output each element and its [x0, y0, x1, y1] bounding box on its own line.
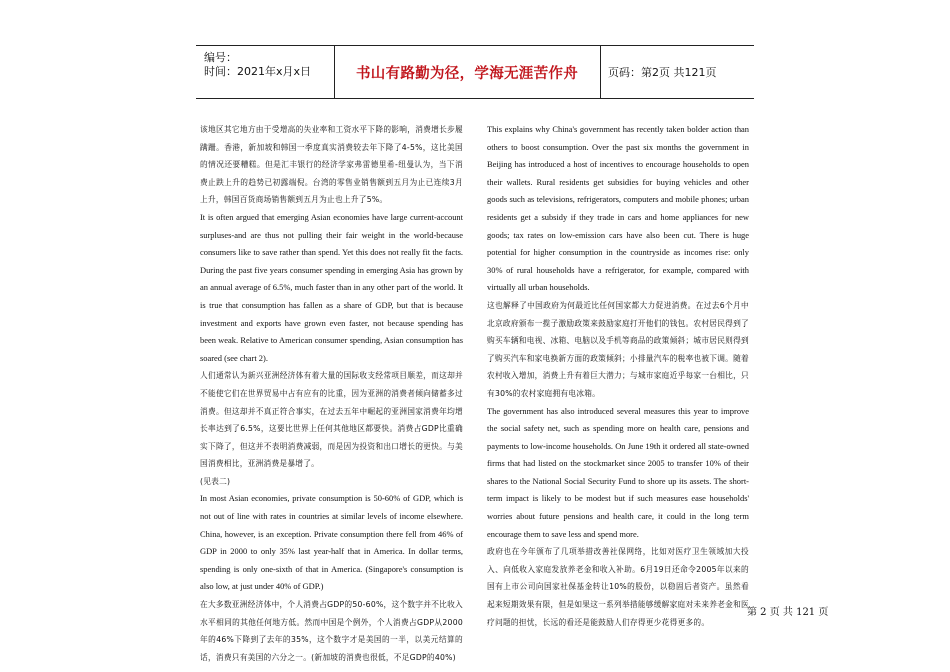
paragraph: 在大多数亚洲经济体中，个人消费占GDP的50-60%，这个数字并不比收入水平相同的其他任何地方低。然而中国是个例外，个人消费占GDP从2000年的46%下降到了去年的35%，这个数字才是美国的一半，以美元结算的话，消费只有美国的六分之一。(新加坡的消费也很低，不足GDP的40%)	[200, 600, 463, 662]
page-header	[196, 45, 754, 99]
paragraph: 这也解释了中国政府为何最近比任何国家都大力促进消费。在过去6个月中北京政府颁布一揽子激励政策来鼓励家庭打开他们的钱包。农村居民得到了购买车辆和电视、冰箱、电脑以及手机等商品的政策倾斜；城市居民则得到了购买汽车和家电换新方面的政策倾斜；小排量汽车的税率也被下调。随着农村收入增加，消费上升有着巨大潜力；与城市家庭近乎每家一台相比，只有30%的农村家庭拥有电冰箱。	[487, 300, 749, 398]
document-time-label: 时间：2021年x月x日	[204, 65, 312, 78]
paragraph: This explains why China's government has recently taken bolder action than others to boost consumption. Over the past six months the government in Beijing has introduced a host of incentives to encourage households to open their wallets. Rural residents get subsidies for buying vehicles and other goods such as televisions, refrigerators, computers and mobile phones; urban residents get a subsidy if they trade in cars and home appliances for new goods; tax rates on low-emission cars have also been cut. There is huge potential for higher consumption in the countryside as incomes rise: only 30% of rural households have a refrigerator, for example, compared with virtually all urban households.	[487, 124, 749, 293]
page-footer: 第 2 页 共 121 页	[747, 607, 829, 618]
right-text-column	[487, 121, 749, 631]
paragraph: 人们通常认为新兴亚洲经济体有着大量的国际收支经常项目顺差，而这却并不能使它们在世界贸易中占有应有的比重，因为亚洲的消费者倾向储蓄多过消费。但这却并不真正符合事实，在过去五年中崛起的亚洲国家消费年均增长率达到了6.5%，这要比世界上任何其他地区都要快。消费占GDP比重确实下降了，但这并不表明消费减弱，而是因为投资和出口增长的更快。与美国消费相比，亚洲消费是暴增了。	[200, 371, 463, 469]
document-number-label: 编号：	[204, 51, 237, 64]
paragraph: 该地区其它地方由于受增高的失业率和工资水平下降的影响，消费增长步履蹒跚。香港，新加坡和韩国一季度真实消费较去年下降了4-5%，这比美国的情况还要糟糕。但是汇丰银行的经济学家弗雷德里希-纽曼认为，当下消费止跌上升的趋势已初露端倪。台湾的零售业销售额到五月为止已连续3月上升，韩国百货商场销售额到五月为止也上升了5%。	[200, 125, 463, 205]
paragraph: (见表二)	[200, 476, 231, 486]
header-meta	[196, 46, 335, 98]
header-page-number: 页码：第2页 共121页	[608, 66, 717, 79]
left-text-column	[200, 121, 463, 666]
paragraph: It is often argued that emerging Asian economies have large current-account surpluses-and are thus not pulling their fair weight in the world-because consumers like to save rather than spend. Yet this does not really fit the facts. During the past five years consumer spending in emerging Asia has grown by an annual average of 6.5%, much faster than in any other part of the world. It is true that consumption has fallen as a share of GDP, but that is because investment and exports have grown even faster, not because spending has been weak. Relative to American consumer spending, Asian consumption has soared (see chart 2).	[200, 211, 463, 363]
header-motto: 书山有路勤为径，学海无涯苦作舟	[334, 46, 601, 98]
paragraph: The government has also introduced several measures this year to improve the social safety net, such as spending more on health care, pensions and payments to low-income households. On June 19th it ordered all state-owned firms that had listed on the stockmarket since 2005 to transfer 10% of their shares to the National Social Security Fund to shore up its assets. The short-term impact is likely to be modest but if such measures ease households' worries about future pensions and health care, it could in the long term encourage them to save less and spend more.	[487, 405, 749, 539]
paragraph: In most Asian economies, private consumption is 50-60% of GDP, which is not out of line with rates in countries at similar levels of income elsewhere. China, however, is an exception. Private consumption there fell from 46% of GDP in 2000 to only 35% last year-half that in America. In dollar terms, spending is only one-sixth of that in America. (Singapore's consumption is also low, at just under 40% of GDP.)	[200, 493, 463, 592]
paragraph: 政府也在今年颁布了几项举措改善社保网络，比如对医疗卫生领域加大投入、向低收入家庭发放养老金和收入补助。6月19日还命令2005年以来的国有上市公司向国家社保基金转让10%的股份，以稳固后者资产。虽然看起来短期效果有限，但是如果这一系列举措能够缓解家庭对未来养老金和医疗问题的担忧，长远的看还是能鼓励人们存得更少花得更多的。	[487, 547, 749, 627]
